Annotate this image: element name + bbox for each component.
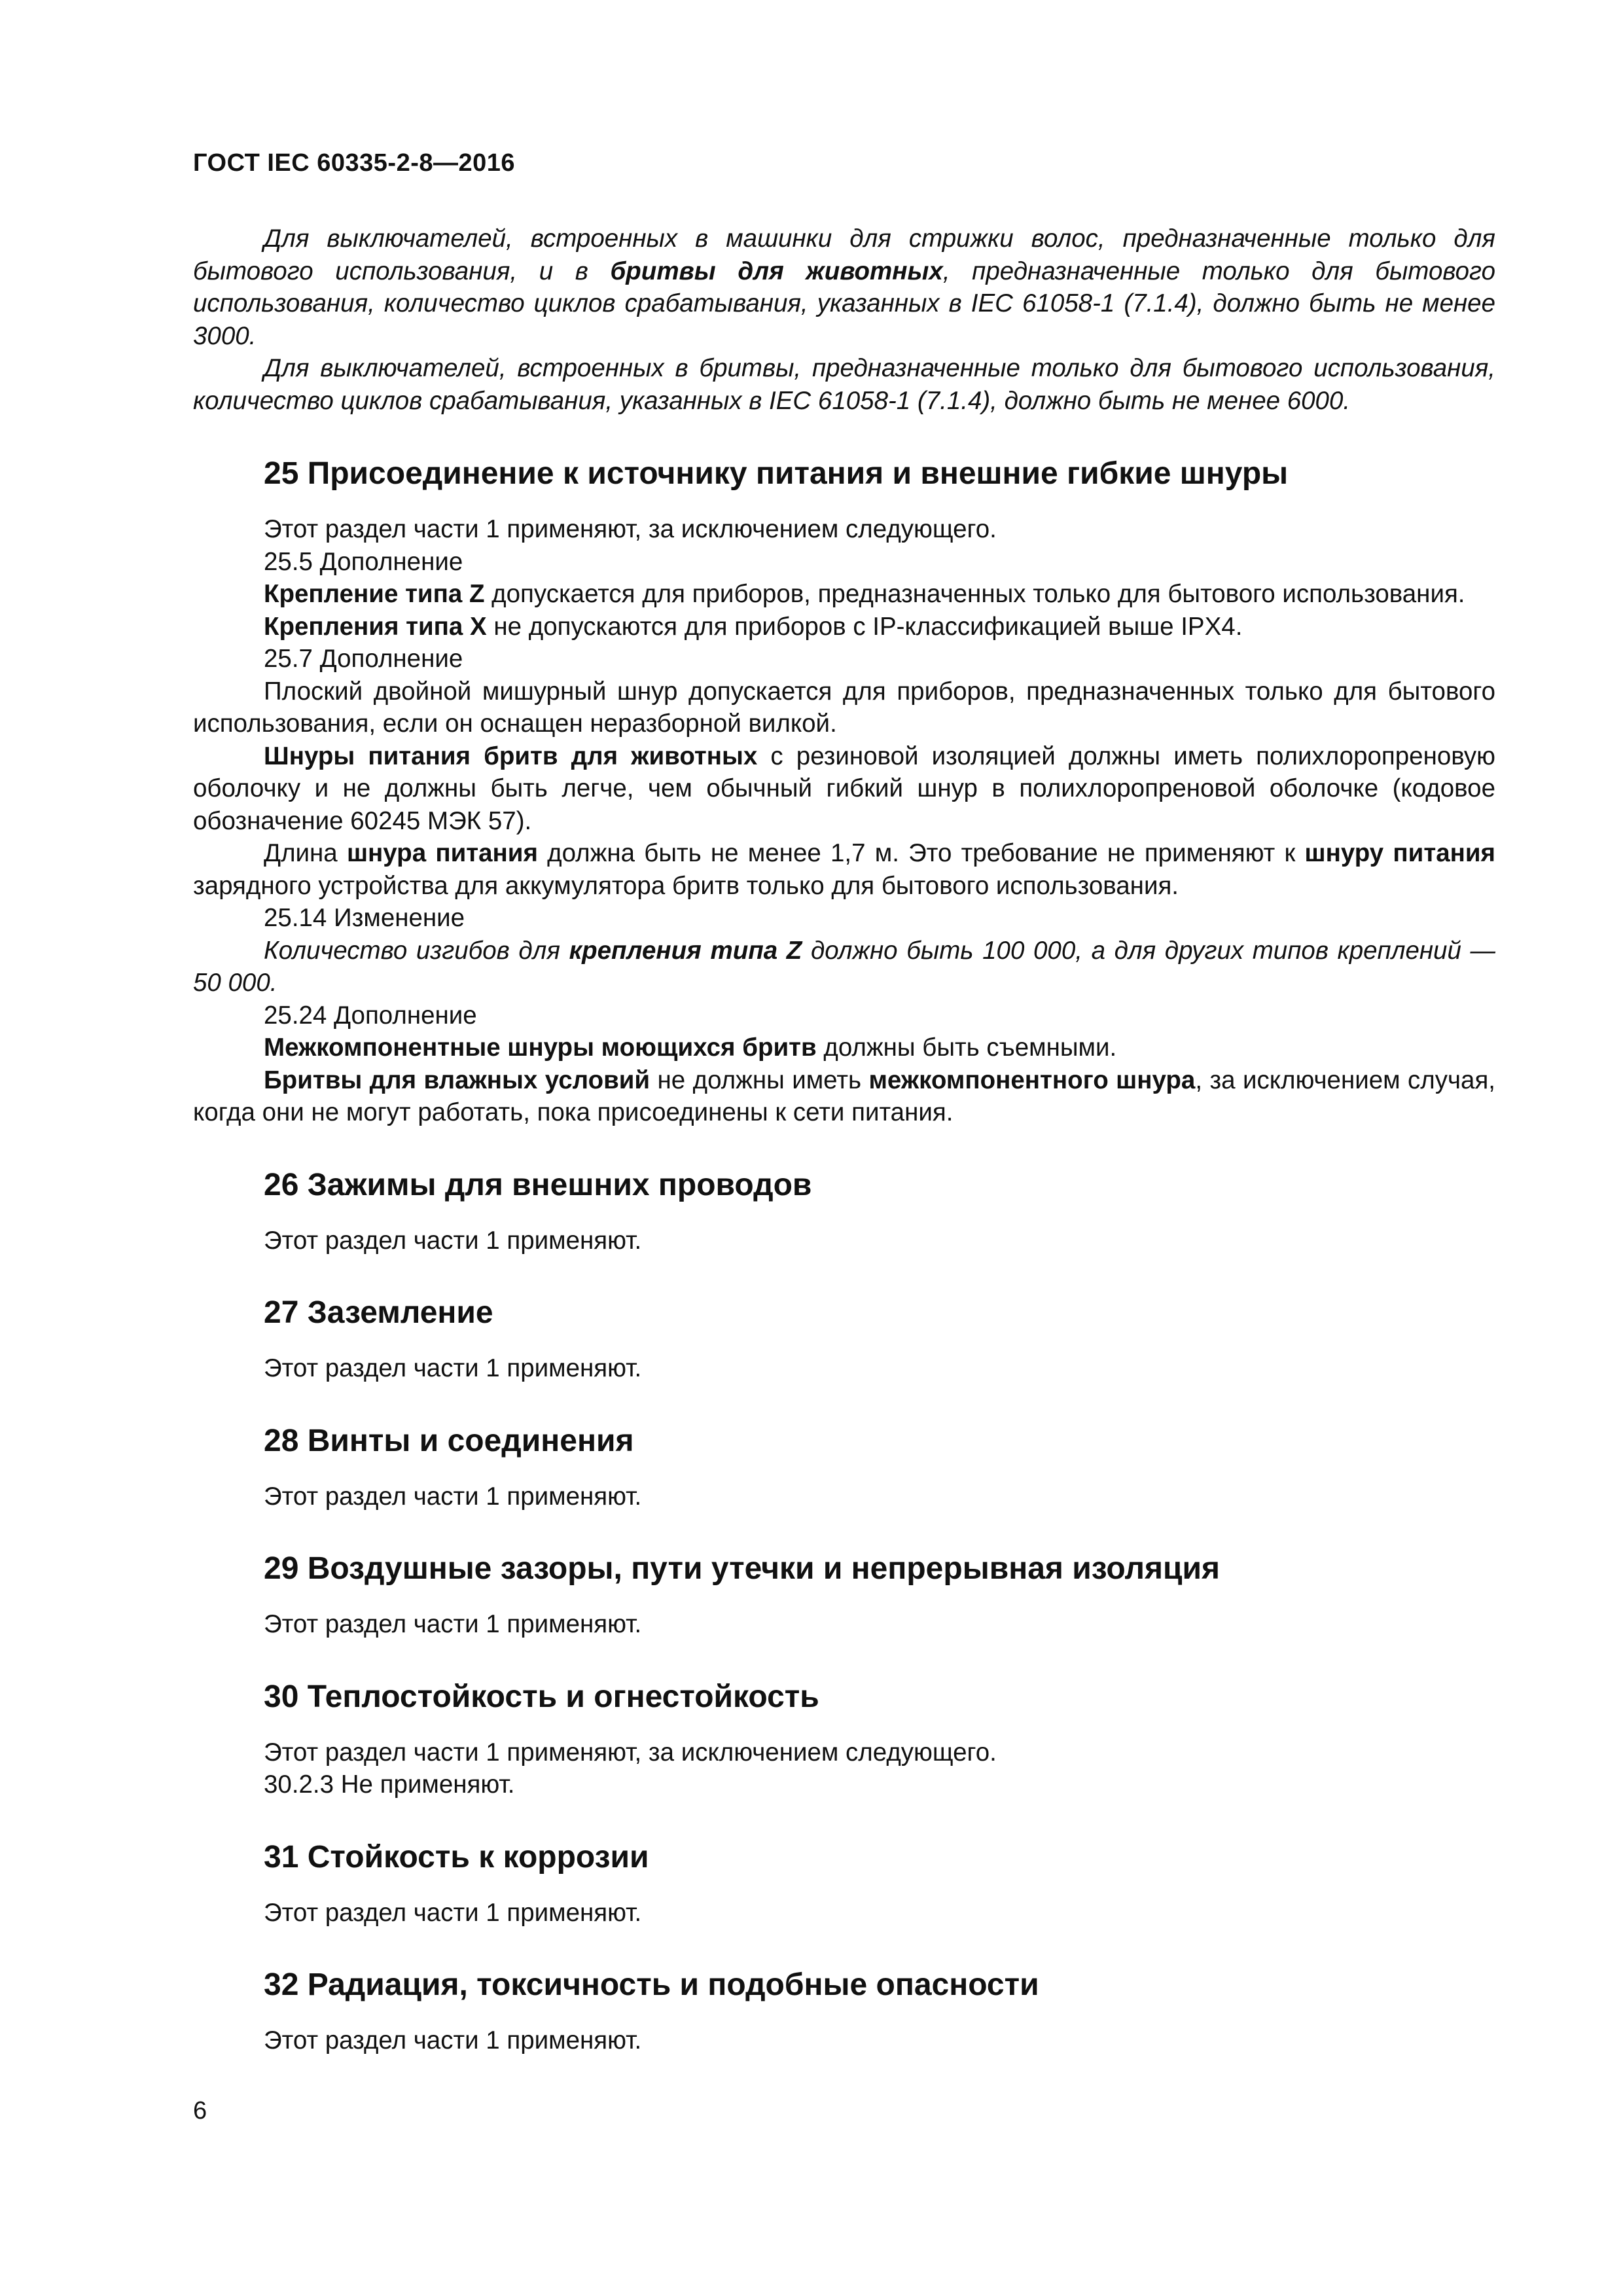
- paragraph: [193, 837, 1495, 902]
- section-text: Этот раздел части 1 применяют.: [264, 1610, 642, 1638]
- section-heading: 25 Присоединение к источнику питания и внешние гибкие шнуры: [264, 456, 1289, 491]
- term: Крепления типа X: [264, 612, 487, 641]
- term: Крепление типа Z: [264, 580, 485, 608]
- term: Межкомпонентные шнуры моющихся бритв: [264, 1033, 817, 1062]
- section-29: [193, 1549, 1495, 1641]
- text: Длина: [264, 839, 347, 867]
- text: должны быть съемными.: [816, 1033, 1117, 1062]
- text: с резиновой изоляцией должны иметь полихлоропреновую оболочку и не должны быть легче, чем обычный гибкий шнур в полихлоропреновой оболочке (кодовое обозначение 60245 МЭК 57).: [193, 742, 1495, 835]
- section-heading: 26 Зажимы для внешних проводов: [264, 1167, 812, 1202]
- section-text: Этот раздел части 1 применяют, за исключением следующего.: [264, 1738, 997, 1767]
- subclause-label: 25.5 Дополнение: [264, 547, 463, 576]
- text: не должны иметь: [650, 1066, 869, 1094]
- section-text: Этот раздел части 1 применяют.: [264, 1354, 642, 1382]
- text: должно быть 100 000, а для других типов креплений — 50 000.: [193, 936, 1495, 997]
- paragraph: [193, 1064, 1495, 1129]
- section-heading: 29 Воздушные зазоры, пути утечки и непрерывная изоляция: [264, 1551, 1221, 1586]
- paragraph: [193, 611, 1495, 643]
- section-25: [193, 454, 1495, 1129]
- term: Шнуры питания бритв для животных: [264, 742, 758, 770]
- term: шнуру питания: [1304, 839, 1495, 867]
- section-text: Этот раздел части 1 применяют.: [264, 1482, 642, 1511]
- document-header: ГОСТ IEC 60335-2-8—2016: [193, 149, 516, 177]
- section-26: [193, 1166, 1495, 1257]
- text: не допускаются для приборов с IP-классификацией выше IPX4.: [486, 612, 1243, 641]
- intro-text: Для выключателей, встроенных в машинки для стрижки волос, предназначенные только для бытового использования, и в: [193, 224, 1495, 285]
- intro-term: бритвы для животных: [610, 257, 943, 285]
- section-text: Этот раздел части 1 применяют.: [264, 1898, 642, 1927]
- intro-text: , предназначенные только для бытового использования, количество циклов срабатывания, указанных в IEC 61058-1 (7.1.4), должно быть не менее 3000.: [193, 257, 1495, 350]
- section-heading: 30 Теплостойкость и огнестойкость: [264, 1679, 819, 1714]
- text: зарядного устройства для аккумулятора бритв только для бытового использования.: [193, 871, 1179, 900]
- paragraph: Плоский двойной мишурный шнур допускается для приборов, предназначенных только для бытового использования, если он оснащен неразборной вилкой.: [193, 677, 1495, 738]
- section-heading: 32 Радиация, токсичность и подобные опасности: [264, 1967, 1039, 2002]
- term: Бритвы для влажных условий: [264, 1066, 651, 1094]
- text: должна быть не менее 1,7 м. Это требование не применяют к: [537, 839, 1305, 867]
- text: Количество изгибов для: [264, 936, 569, 965]
- subclause-label: 25.24 Дополнение: [264, 1001, 477, 1030]
- section-heading: 27 Заземление: [264, 1295, 493, 1330]
- term: межкомпонентного шнура: [868, 1066, 1196, 1094]
- section-27: [193, 1293, 1495, 1385]
- section-32: [193, 1965, 1495, 2057]
- page-number: 6: [193, 2097, 207, 2125]
- section-text: Этот раздел части 1 применяют.: [264, 2026, 642, 2054]
- section-text: Этот раздел части 1 применяют.: [264, 1226, 642, 1255]
- paragraph: [193, 578, 1495, 611]
- intro-paragraph-2: Для выключателей, встроенных в бритвы, предназначенные только для бытового использования, количество циклов срабатывания, указанных в IEC 61058-1 (7.1.4), должно быть не менее 6000.: [193, 354, 1495, 415]
- paragraph: [193, 935, 1495, 999]
- paragraph: [193, 1031, 1495, 1064]
- subclause-label: 25.7 Дополнение: [264, 645, 463, 673]
- term: крепления типа Z: [569, 936, 802, 965]
- section-heading: 31 Стойкость к коррозии: [264, 1839, 649, 1874]
- text: , за исключением случая, когда они не могут работать, пока присоединены к сети питания.: [193, 1066, 1495, 1126]
- section-30: [193, 1677, 1495, 1801]
- subclause-label: 25.14 Изменение: [264, 904, 465, 932]
- subclause-note: 30.2.3 Не применяют.: [264, 1770, 515, 1799]
- section-31: [193, 1838, 1495, 1929]
- section-text: Этот раздел части 1 применяют, за исключением следующего.: [264, 515, 997, 543]
- section-heading: 28 Винты и соединения: [264, 1423, 634, 1458]
- paragraph: [193, 740, 1495, 838]
- page-content: [193, 223, 1495, 2057]
- intro-paragraph-1: [193, 223, 1495, 352]
- section-28: [193, 1422, 1495, 1513]
- text: допускается для приборов, предназначенных только для бытового использования.: [484, 580, 1465, 608]
- term: шнура питания: [346, 839, 538, 867]
